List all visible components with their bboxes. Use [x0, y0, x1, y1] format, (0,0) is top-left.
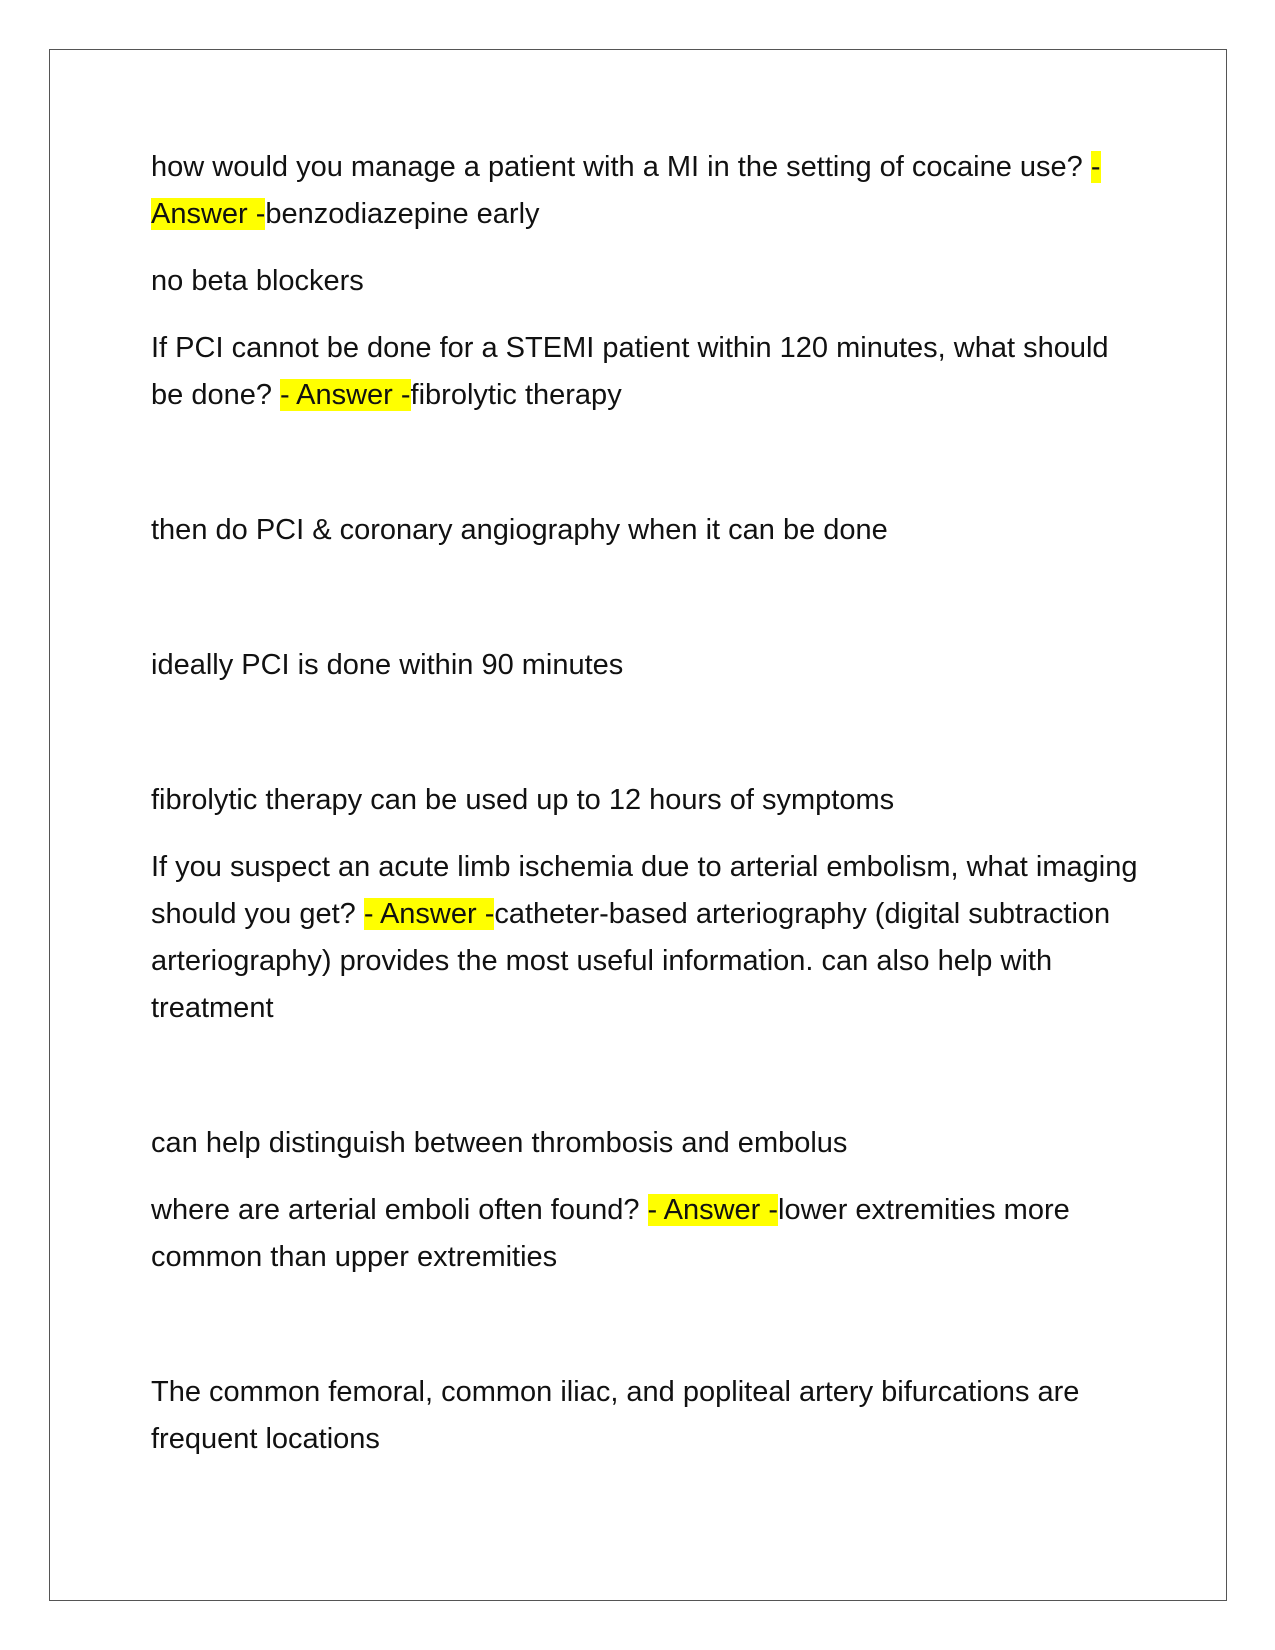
question-text: If you suspect an acute limb ischemia due to arterial embolism, what imaging should you get? — [151, 851, 1138, 930]
qa-paragraph — [151, 144, 1141, 238]
text-paragraph: ideally PCI is done within 90 minutes — [151, 649, 624, 681]
qa-paragraph — [151, 844, 1141, 1032]
question-text: how would you manage a patient with a MI in the setting of cocaine use? — [151, 151, 1091, 183]
question-text: If PCI cannot be done for a STEMI patient within 120 minutes, what should be done? — [151, 332, 1109, 411]
text-paragraph: The common femoral, common iliac, and popliteal artery bifurcations are frequent locations — [151, 1376, 1080, 1455]
text-paragraph: can help distinguish between thrombosis and embolus — [151, 1127, 848, 1159]
text-paragraph: no beta blockers — [151, 265, 364, 297]
answer-text: catheter-based arteriography (digital subtraction arteriography) provides the most useful information. can also help with treatment — [151, 898, 1111, 1024]
answer-marker: - Answer - — [280, 379, 411, 411]
text-paragraph: then do PCI & coronary angiography when it can be done — [151, 514, 888, 546]
answer-text: fibrolytic therapy — [410, 379, 622, 411]
document-body — [151, 144, 1141, 1463]
qa-paragraph — [151, 1187, 1141, 1281]
answer-marker: - Answer - — [151, 151, 1101, 230]
text-paragraph: fibrolytic therapy can be used up to 12 hours of symptoms — [151, 784, 895, 816]
question-text: where are arterial emboli often found? — [151, 1194, 648, 1226]
answer-marker: - Answer - — [647, 1194, 779, 1226]
answer-marker: - Answer - — [363, 898, 495, 930]
answer-text: lower extremities more common than upper extremities — [151, 1194, 1070, 1273]
qa-paragraph — [151, 325, 1141, 419]
answer-text: benzodiazepine early — [265, 198, 540, 230]
